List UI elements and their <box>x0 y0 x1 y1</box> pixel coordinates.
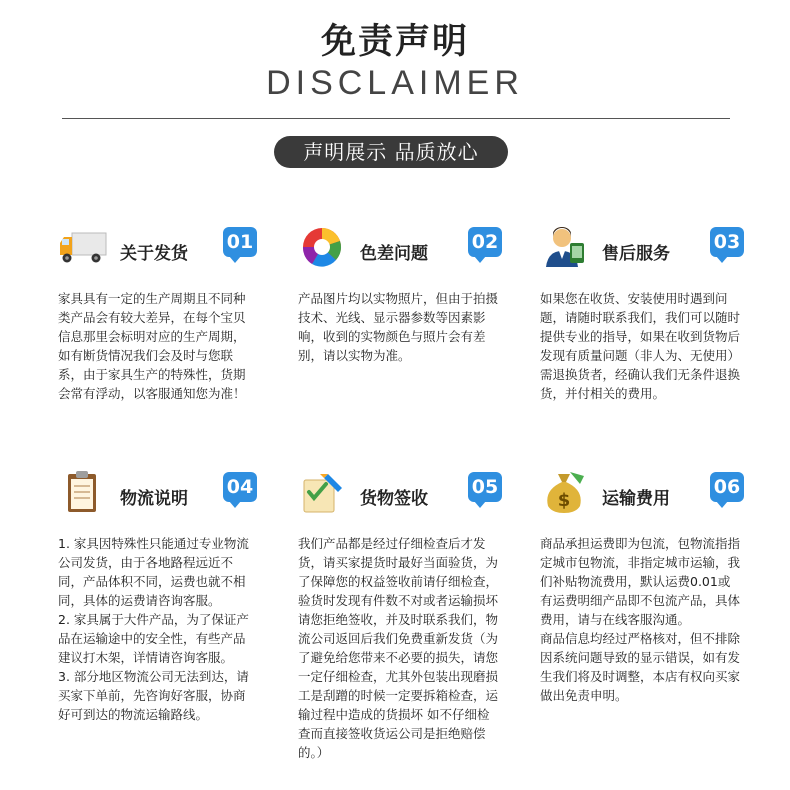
card-number-badge: 01 <box>223 227 257 257</box>
card-paragraph: 家具具有一定的生产周期且不同种类产品会有较大差异，在每个宝贝信息那里会标明对应的生产周期，如有断货情况我们会及时与您联系，由于家具生产的特殊性，货期会常有浮动，以客服通知您为准！ <box>58 291 246 401</box>
card-header <box>540 470 740 520</box>
card-header <box>58 470 253 520</box>
tagline-pill: 声明展示 品质放心 <box>274 136 508 168</box>
card-title: 物流说明 <box>120 489 188 509</box>
svg-text:$: $ <box>557 490 571 511</box>
clipboard-icon <box>58 470 108 514</box>
page-title: 免责声明 <box>320 22 469 62</box>
card-header <box>298 470 498 520</box>
checklist-icon <box>298 470 348 514</box>
card-body <box>298 289 498 365</box>
divider <box>62 118 730 119</box>
customer-service-icon <box>540 225 590 269</box>
card-header <box>58 225 253 275</box>
card-paragraph: 我们产品都是经过仔细检查后才发货，请买家提货时最好当面验货，为了保障您的权益签收前请仔细检查，验货时发现有件数不对或者运输损坏请您拒绝签收，并及时联系我们，物流公司返回后我们免费重新发货（为了避免给您带来不必要的损失，请您一定仔细检查，尤其外包装出现磨损工是刮蹭的时候一定要拆箱检查，运输过程中造成的货损坏 如不仔细检查而直接签收货运公司是拒绝赔偿的。） <box>298 536 499 760</box>
card-number-badge: 02 <box>468 227 502 257</box>
card-body <box>540 289 740 403</box>
money-bag-icon <box>540 470 590 514</box>
card-shipping-cost <box>540 470 740 705</box>
card-body <box>58 534 253 724</box>
card-shipping <box>58 225 253 403</box>
card-delivery-signoff <box>298 470 498 762</box>
card-body <box>540 534 740 705</box>
card-paragraph: 商品承担运费即为包流，包物流指指定城市包物流，非指定城市运输，我们补贴物流费用，默认运费0.01或有运费明细产品即不包流产品，具体费用，请与在线客服沟通。 <box>540 536 741 627</box>
card-body <box>58 289 253 403</box>
card-title: 货物签收 <box>360 489 428 509</box>
card-number-badge: 05 <box>468 472 502 502</box>
card-title: 色差问题 <box>360 244 428 264</box>
card-paragraph: 3. 部分地区物流公司无法到达，请买家下单前，先咨询好客服，协商好可到达的物流运输路线。 <box>58 669 249 722</box>
card-number-badge: 04 <box>223 472 257 502</box>
card-number-badge: 03 <box>710 227 744 257</box>
card-title: 售后服务 <box>602 244 670 264</box>
truck-icon <box>58 225 108 269</box>
card-paragraph: 商品信息均经过严格核对，但不排除因系统问题导致的显示错误，如有发生我们将及时调整，本店有权向买家做出免责申明。 <box>540 631 741 703</box>
card-title: 运输费用 <box>602 489 670 509</box>
card-paragraph: 2. 家具属于大件产品，为了保证产品在运输途中的安全性，有些产品建议打木架，详情请咨询客服。 <box>58 612 249 665</box>
color-wheel-icon <box>298 225 348 269</box>
card-color-difference <box>298 225 498 365</box>
card-paragraph: 1. 家具因特殊性只能通过专业物流公司发货，由于各地路程远近不同，产品体积不同，运费也就不相同，具体的运费请咨询客服。 <box>58 536 249 608</box>
card-body <box>298 534 498 762</box>
card-paragraph: 如果您在收货、安装使用时遇到问题，请随时联系我们，我们可以随时提供专业的指导，如果在收到货物后发现有质量问题（非人为、无使用）需退换货者，经确认我们无条件退换货，并付相关的费用。 <box>540 291 741 401</box>
card-header <box>540 225 740 275</box>
card-header <box>298 225 498 275</box>
card-paragraph: 产品图片均以实物照片，但由于拍摄技术、光线、显示器参数等因素影响，收到的实物颜色与照片会有差别，请以实物为准。 <box>298 291 499 363</box>
card-number-badge: 06 <box>710 472 744 502</box>
card-logistics <box>58 470 253 724</box>
card-after-sales <box>540 225 740 403</box>
page-subtitle: DISCLAIMER <box>266 64 524 102</box>
card-title: 关于发货 <box>120 244 188 264</box>
